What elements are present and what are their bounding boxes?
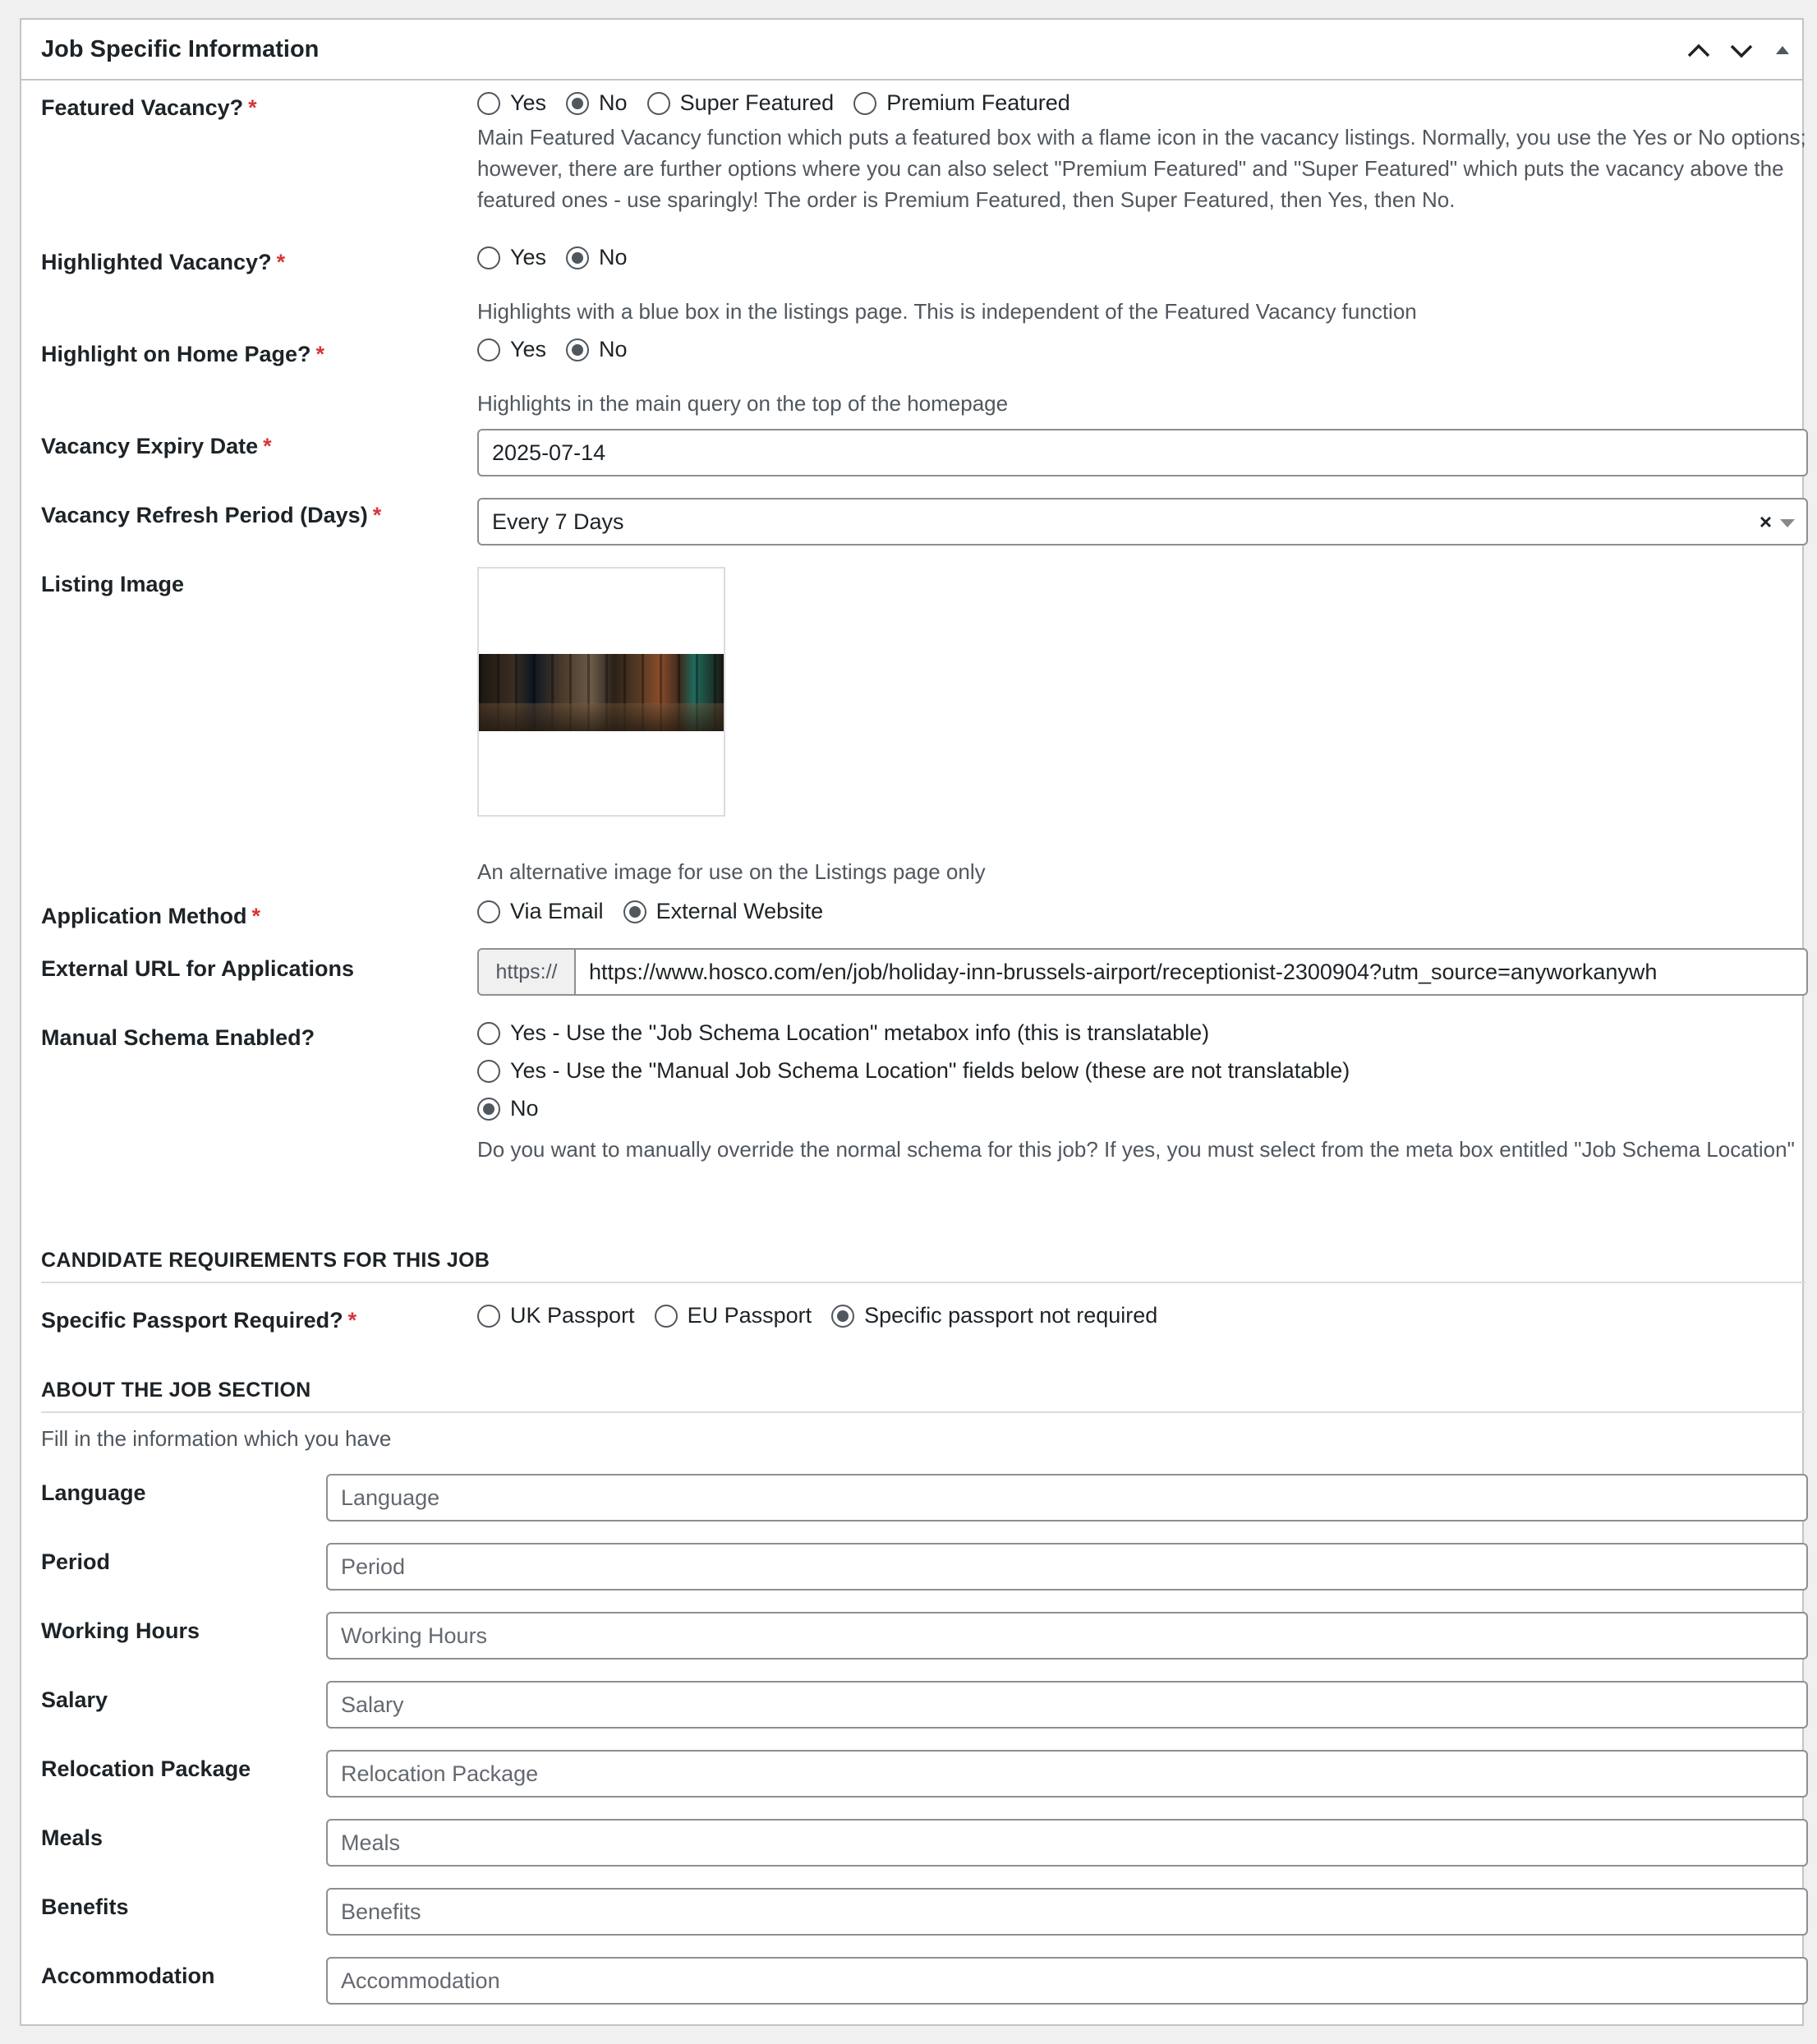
home-page-option-yes[interactable]: Yes bbox=[477, 337, 546, 362]
radio-button[interactable] bbox=[477, 900, 500, 923]
highlight-home-page-description: Highlights in the main query on the top of the homepage bbox=[477, 391, 1009, 416]
application-method-radio-group bbox=[477, 899, 843, 924]
refresh-period-value: Every 7 Days bbox=[492, 509, 624, 534]
featured-option-premium[interactable]: Premium Featured bbox=[853, 90, 1070, 116]
job-specific-information-metabox bbox=[20, 18, 1804, 2026]
chevron-up-icon bbox=[1684, 38, 1714, 64]
specific-passport-radio-group bbox=[477, 1303, 1177, 1328]
salary-input[interactable]: Salary bbox=[326, 1681, 1808, 1729]
listing-image-preview[interactable] bbox=[477, 567, 725, 817]
candidate-requirements-heading: CANDIDATE REQUIREMENTS FOR THIS JOB bbox=[41, 1249, 490, 1272]
section-divider bbox=[41, 1282, 1806, 1283]
move-down-button[interactable] bbox=[1727, 38, 1756, 64]
triangle-up-icon bbox=[1768, 38, 1797, 64]
accommodation-label: Accommodation bbox=[41, 1963, 215, 1988]
metabox-title: Job Specific Information bbox=[41, 36, 320, 62]
featured-vacancy-label: Featured Vacancy? * bbox=[41, 95, 257, 120]
meals-label: Meals bbox=[41, 1825, 104, 1850]
manual-schema-description: Do you want to manually override the normal schema for this job? If yes, you must select from the meta box entitled "Job Schema Location" bbox=[477, 1137, 1795, 1162]
application-option-email[interactable]: Via Email bbox=[477, 899, 604, 924]
radio-button[interactable] bbox=[477, 1022, 500, 1045]
external-url-input[interactable]: https://www.hosco.com/en/job/holiday-inn-brussels-airport/receptionist-2300904?utm_source=anyworkanywh bbox=[589, 960, 1658, 984]
accommodation-input[interactable]: Accommodation bbox=[326, 1957, 1808, 2005]
highlight-home-page-label: Highlight on Home Page? * bbox=[41, 342, 325, 366]
about-job-info: Fill in the information which you have bbox=[41, 1426, 392, 1451]
manual-schema-option-no[interactable]: No bbox=[477, 1096, 539, 1121]
highlighted-vacancy-radio-group bbox=[477, 245, 647, 270]
radio-button-checked[interactable] bbox=[566, 92, 589, 115]
manual-schema-option-metabox[interactable]: Yes - Use the "Job Schema Location" metabox info (this is translatable) bbox=[477, 1020, 1209, 1046]
passport-option-uk[interactable]: UK Passport bbox=[477, 1303, 635, 1328]
external-url-field bbox=[477, 948, 1808, 996]
application-option-external[interactable]: External Website bbox=[623, 899, 824, 924]
move-up-button[interactable] bbox=[1684, 38, 1714, 64]
manual-schema-label: Manual Schema Enabled? bbox=[41, 1025, 315, 1050]
section-divider bbox=[41, 1411, 1806, 1413]
highlighted-vacancy-label: Highlighted Vacancy? * bbox=[41, 250, 286, 274]
featured-vacancy-radio-group bbox=[477, 90, 1090, 116]
highlighted-vacancy-description: Highlights with a blue box in the listings page. This is independent of the Featured Vacancy function bbox=[477, 299, 1417, 324]
radio-button[interactable] bbox=[477, 1060, 500, 1083]
dropdown-arrow-icon[interactable] bbox=[1780, 519, 1795, 527]
period-input[interactable]: Period bbox=[326, 1543, 1808, 1591]
url-prefix: https:// bbox=[479, 950, 576, 994]
relocation-package-label: Relocation Package bbox=[41, 1756, 251, 1781]
salary-label: Salary bbox=[41, 1687, 108, 1712]
external-url-label: External URL for Applications bbox=[41, 956, 355, 981]
working-hours-label: Working Hours bbox=[41, 1618, 200, 1643]
featured-vacancy-description: Main Featured Vacancy function which puts a featured box with a flame icon in the vacancy listings. Normally, you use the Yes or No options; however, there are further options where you can also select "Premium Featured" and "Super Featured" which puts the vacancy above the featured ones - use sparingly! The order is Premium Featured, then Super Featured, then Yes, then No. bbox=[477, 125, 1806, 212]
highlighted-option-yes[interactable]: Yes bbox=[477, 245, 546, 270]
featured-option-no[interactable]: No bbox=[566, 90, 628, 116]
highlight-home-page-radio-group bbox=[477, 337, 647, 362]
benefits-input[interactable]: Benefits bbox=[326, 1888, 1808, 1936]
specific-passport-label: Specific Passport Required? * bbox=[41, 1308, 357, 1333]
meals-input[interactable]: Meals bbox=[326, 1819, 1808, 1867]
language-input[interactable]: Language bbox=[326, 1474, 1808, 1521]
chevron-down-icon bbox=[1727, 38, 1756, 64]
period-label: Period bbox=[41, 1549, 111, 1574]
vacancy-refresh-period-label: Vacancy Refresh Period (Days) * bbox=[41, 503, 382, 527]
radio-button-checked[interactable] bbox=[831, 1305, 854, 1328]
radio-button-checked[interactable] bbox=[623, 900, 646, 923]
home-page-option-no[interactable]: No bbox=[566, 337, 628, 362]
radio-button[interactable] bbox=[655, 1305, 678, 1328]
application-method-label: Application Method * bbox=[41, 904, 260, 928]
language-label: Language bbox=[41, 1480, 146, 1505]
highlighted-option-no[interactable]: No bbox=[566, 245, 628, 270]
radio-button[interactable] bbox=[647, 92, 670, 115]
radio-button-checked[interactable] bbox=[566, 246, 589, 269]
radio-button[interactable] bbox=[477, 92, 500, 115]
listing-image-thumbnail bbox=[479, 654, 724, 731]
listing-image-description: An alternative image for use on the Listings page only bbox=[477, 859, 986, 884]
radio-button[interactable] bbox=[853, 92, 876, 115]
about-job-heading: ABOUT THE JOB SECTION bbox=[41, 1379, 311, 1402]
featured-option-yes[interactable]: Yes bbox=[477, 90, 546, 116]
passport-option-eu[interactable]: EU Passport bbox=[655, 1303, 812, 1328]
toggle-panel-button[interactable] bbox=[1768, 38, 1797, 64]
featured-option-super[interactable]: Super Featured bbox=[647, 90, 835, 116]
radio-button-checked[interactable] bbox=[566, 338, 589, 361]
relocation-package-input[interactable]: Relocation Package bbox=[326, 1750, 1808, 1798]
vacancy-refresh-period-select[interactable] bbox=[477, 498, 1808, 546]
radio-button[interactable] bbox=[477, 338, 500, 361]
benefits-label: Benefits bbox=[41, 1894, 129, 1919]
radio-button-checked[interactable] bbox=[477, 1098, 500, 1121]
vacancy-expiry-date-input[interactable]: 2025-07-14 bbox=[477, 429, 1808, 476]
metabox-header bbox=[21, 20, 1802, 81]
manual-schema-option-fields[interactable]: Yes - Use the "Manual Job Schema Location" fields below (these are not translatable) bbox=[477, 1058, 1350, 1084]
passport-option-not-required[interactable]: Specific passport not required bbox=[831, 1303, 1157, 1328]
vacancy-expiry-date-label: Vacancy Expiry Date * bbox=[41, 434, 272, 458]
clear-selection-icon[interactable]: × bbox=[1759, 509, 1772, 534]
listing-image-label: Listing Image bbox=[41, 572, 185, 596]
radio-button[interactable] bbox=[477, 1305, 500, 1328]
radio-button[interactable] bbox=[477, 246, 500, 269]
working-hours-input[interactable]: Working Hours bbox=[326, 1612, 1808, 1660]
